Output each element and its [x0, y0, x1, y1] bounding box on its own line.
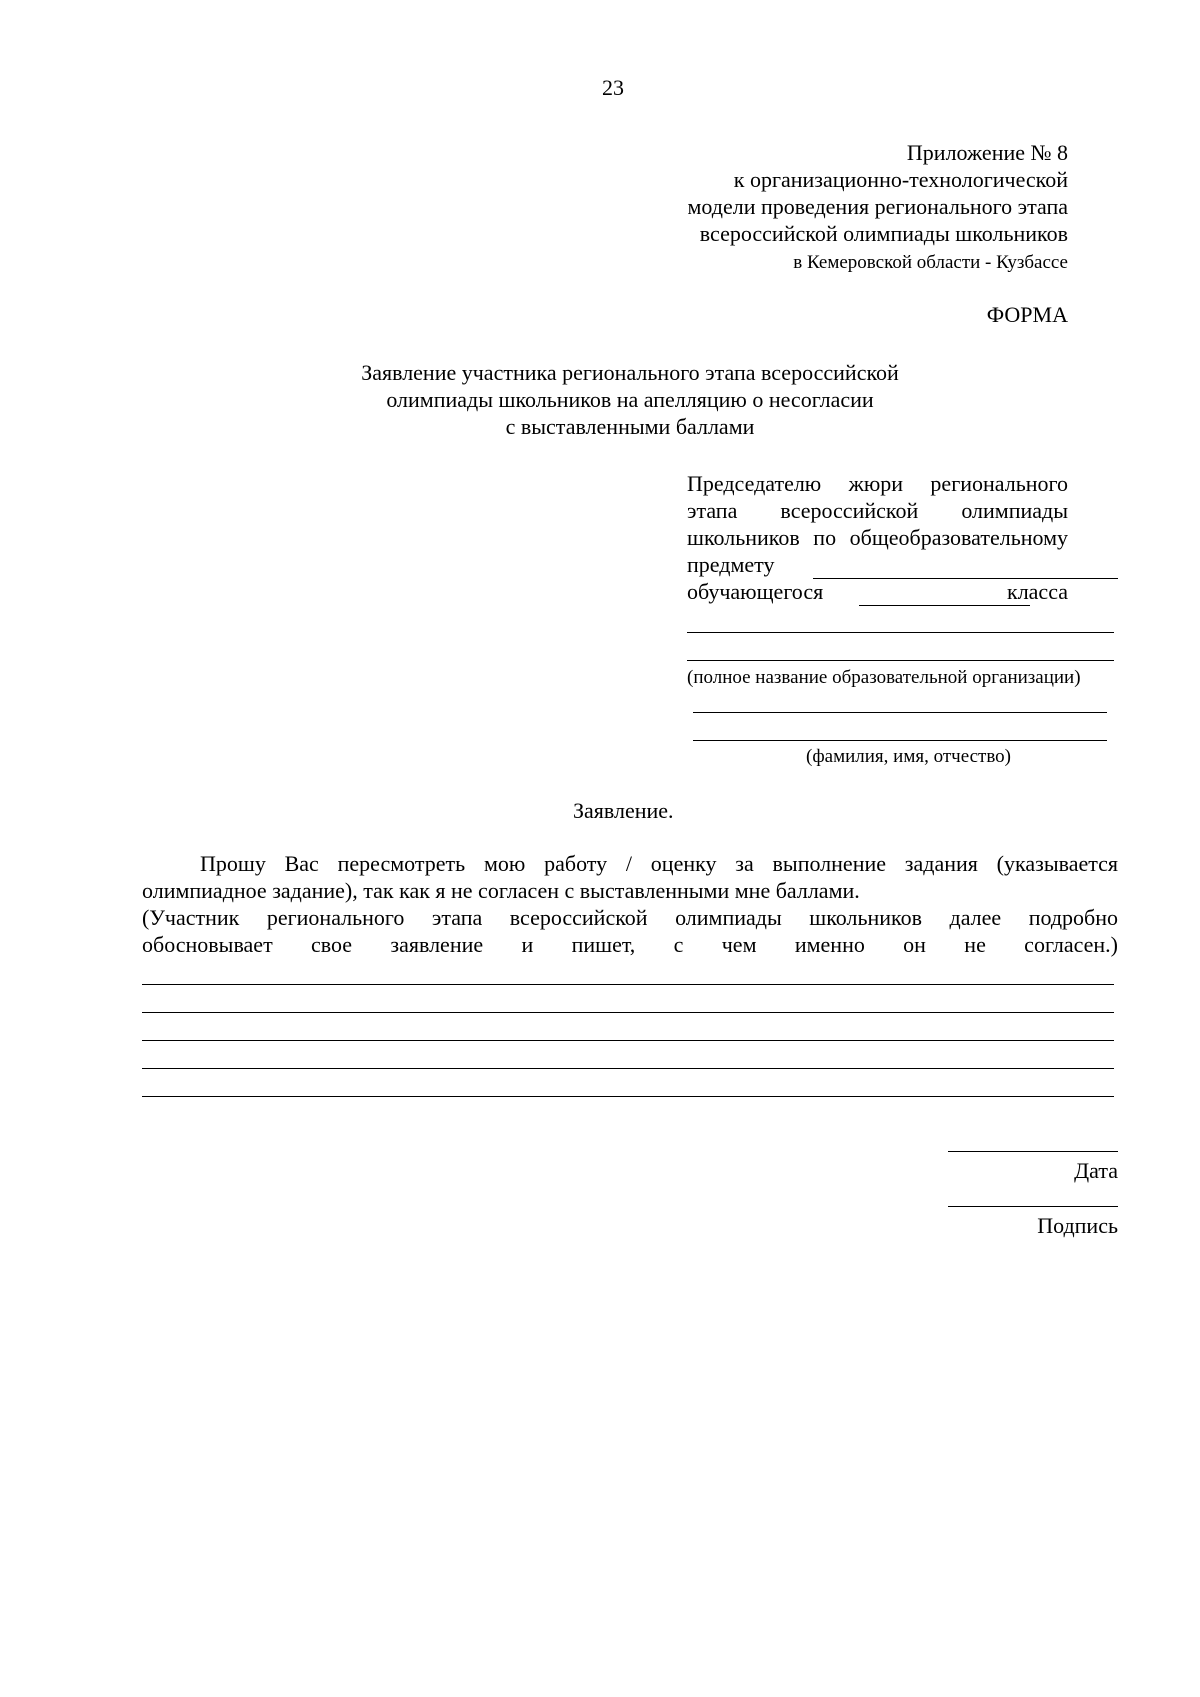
- title-line-3: с выставленными баллами: [505, 414, 755, 439]
- statement-para1-line2: олимпиадное задание), так как я не согласен с выставленными мне баллами.: [142, 878, 860, 903]
- addressee-line-3: школьников по общеобразовательному: [687, 525, 1068, 550]
- page-number: 23: [602, 75, 624, 100]
- appendix-line-5: в Кемеровской области - Кузбассе: [793, 252, 1068, 273]
- name-fill-line-2[interactable]: [693, 740, 1107, 741]
- form-label: ФОРМА: [986, 302, 1068, 327]
- reason-line-3[interactable]: [142, 1040, 1114, 1041]
- signature-fill-line[interactable]: [948, 1206, 1118, 1207]
- reason-line-2[interactable]: [142, 1012, 1114, 1013]
- class-fill-line[interactable]: [859, 605, 1030, 606]
- name-fill-line-1[interactable]: [693, 712, 1107, 713]
- date-label: Дата: [1074, 1158, 1118, 1183]
- class-label: класса: [1007, 579, 1068, 604]
- name-caption: (фамилия, имя, отчество): [806, 746, 1012, 767]
- subject-fill-line[interactable]: [813, 578, 1118, 579]
- appendix-line-1: Приложение № 8: [906, 140, 1068, 165]
- subject-label: предмету: [687, 552, 775, 577]
- reason-line-5[interactable]: [142, 1096, 1114, 1097]
- title-line-1: Заявление участника регионального этапа всероссийской: [361, 360, 899, 385]
- organization-caption: (полное название образовательной организации): [687, 667, 1081, 688]
- addressee-line-2: этапа всероссийской олимпиады: [687, 498, 1068, 523]
- statement-heading: Заявление.: [573, 798, 674, 823]
- organization-fill-line-1[interactable]: [687, 632, 1114, 633]
- appendix-line-3: модели проведения регионального этапа: [687, 194, 1068, 219]
- reason-line-4[interactable]: [142, 1068, 1114, 1069]
- reason-line-1[interactable]: [142, 984, 1114, 985]
- student-label: обучающегося: [687, 579, 824, 604]
- addressee-line-1: Председателю жюри регионального: [687, 471, 1068, 496]
- signature-label: Подпись: [1037, 1213, 1118, 1238]
- appendix-line-2: к организационно-технологической: [733, 167, 1068, 192]
- appendix-line-4: всероссийской олимпиады школьников: [699, 221, 1068, 246]
- statement-para2-line2: обосновывает свое заявление и пишет, с чем именно он не согласен.): [142, 932, 1118, 957]
- organization-fill-line-2[interactable]: [687, 660, 1114, 661]
- date-fill-line[interactable]: [948, 1151, 1118, 1152]
- statement-para1-line1: Прошу Вас пересмотреть мою работу / оценку за выполнение задания (указывается: [200, 851, 1118, 876]
- statement-para2-line1: (Участник регионального этапа всероссийской олимпиады школьников далее подробно: [142, 905, 1118, 930]
- title-line-2: олимпиады школьников на апелляцию о несогласии: [386, 387, 874, 412]
